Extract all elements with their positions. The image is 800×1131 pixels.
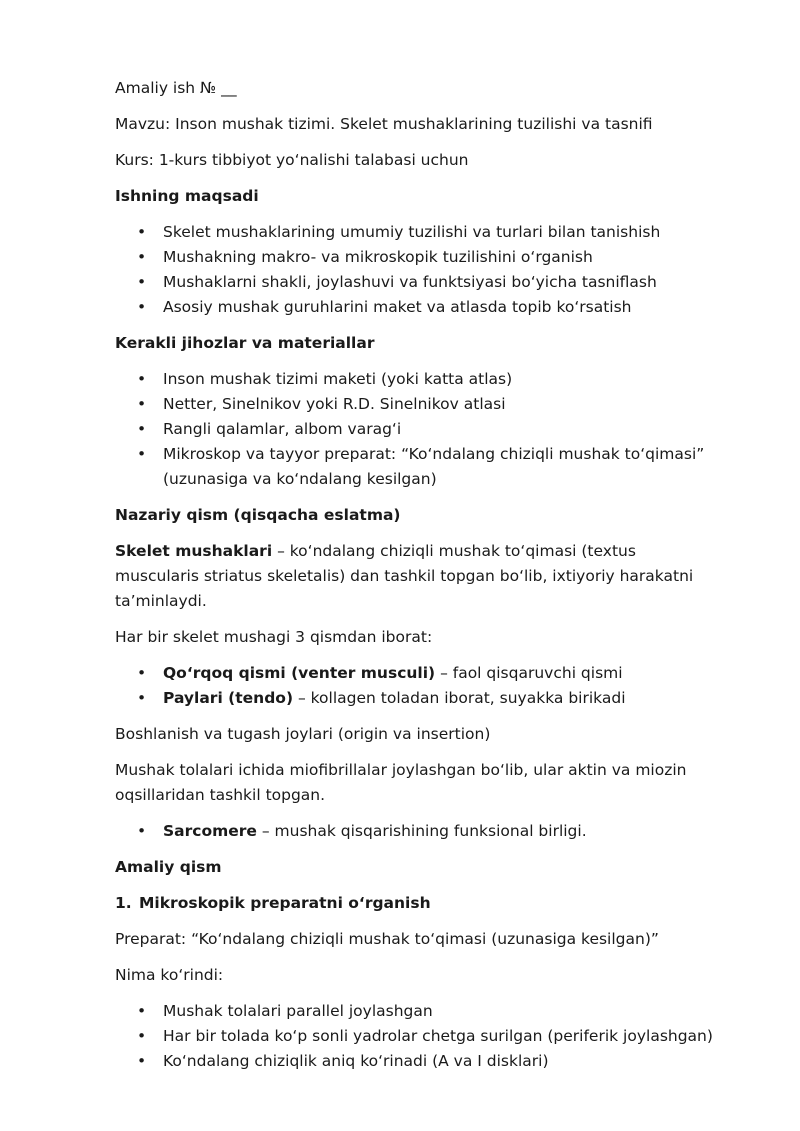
list-item	[115, 686, 715, 711]
list-item: • Mushaklarni shakli, joylashuvi va funktsiyasi bo‘yicha tasniflash	[115, 270, 715, 295]
preparation-line: Preparat: “Ko‘ndalang chiziqli mushak to‘qimasi (uzunasiga kesilgan)”	[115, 930, 659, 948]
list-item: • Netter, Sinelnikov yoki R.D. Sinelnikov atlasi	[115, 392, 715, 417]
list-item: • Skelet mushaklarining umumiy tuzilishi va turlari bilan tanishish	[115, 220, 715, 245]
list-item: • Rangli qalamlar, albom varag‘i	[115, 417, 715, 442]
list-item: • Inson mushak tizimi maketi (yoki katta atlas)	[115, 367, 715, 392]
term-bold: Paylari (tendo)	[163, 689, 294, 707]
term-bold: Qo‘rqoq qismi (venter musculi)	[163, 664, 436, 682]
list-item: • Ko‘ndalang chiziqlik aniq ko‘rinadi (A va I disklari)	[115, 1049, 715, 1074]
observations-list	[115, 999, 715, 1074]
materials-heading: Kerakli jihozlar va materiallar	[115, 334, 375, 352]
doc-topic: Mavzu: Inson mushak tizimi. Skelet mushaklarining tuzilishi va tasnifi	[115, 115, 653, 133]
item-text: – kollagen toladan iborat, suyakka birikadi	[293, 689, 626, 707]
theory-paragraph-3: Boshlanish va tugash joylari (origin va insertion)	[115, 725, 491, 743]
term-bold: Skelet mushaklari	[115, 542, 273, 560]
list-item	[115, 661, 715, 686]
step-title: Mikroskopik preparatni o‘rganish	[139, 894, 431, 912]
item-text: – faol qisqaruvchi qismi	[435, 664, 623, 682]
sarcomere-list	[115, 819, 715, 844]
list-item: • Mushakning makro- va mikroskopik tuzilishini o‘rganish	[115, 245, 715, 270]
goal-heading: Ishning maqsadi	[115, 187, 259, 205]
list-item	[115, 819, 715, 844]
term-bold: Sarcomere	[163, 822, 257, 840]
step-number: 1.	[115, 894, 132, 912]
theory-paragraph-1	[115, 539, 715, 614]
item-text: – mushak qisqarishining funksional birligi.	[256, 822, 587, 840]
paragraph-text: – ko‘ndalang chiziqli mushak to‘qimasi (textus muscularis striatus skeletalis) dan tashkil topgan bo‘lib, ixtiyoriy harakatni ta’minlaydi.	[115, 542, 694, 610]
goal-list	[115, 220, 715, 320]
theory-heading: Nazariy qism (qisqacha eslatma)	[115, 506, 401, 524]
step-heading	[115, 891, 715, 916]
materials-list	[115, 367, 715, 492]
list-item: • Mikroskop va tayyor preparat: “Ko‘ndalang chiziqli mushak to‘qimasi” (uzunasiga va ko‘ndalang kesilgan)	[115, 442, 715, 492]
observed-label: Nima ko‘rindi:	[115, 966, 224, 984]
list-item: • Asosiy mushak guruhlarini maket va atlasda topib ko‘rsatish	[115, 295, 715, 320]
list-item: • Har bir tolada ko‘p sonli yadrolar chetga surilgan (periferik joylashgan)	[115, 1024, 715, 1049]
list-item: • Mushak tolalari parallel joylashgan	[115, 999, 715, 1024]
doc-title: Amaliy ish № __	[115, 79, 237, 97]
doc-course: Kurs: 1-kurs tibbiyot yo‘nalishi talabasi uchun	[115, 151, 469, 169]
theory-paragraph-2: Har bir skelet mushagi 3 qismdan iborat:	[115, 628, 433, 646]
practice-heading: Amaliy qism	[115, 858, 222, 876]
parts-list	[115, 661, 715, 711]
document-page	[115, 76, 715, 1085]
theory-paragraph-4: Mushak tolalari ichida miofibrillalar joylashgan bo‘lib, ular aktin va miozin oqsillaridan tashkil topgan.	[115, 761, 687, 804]
